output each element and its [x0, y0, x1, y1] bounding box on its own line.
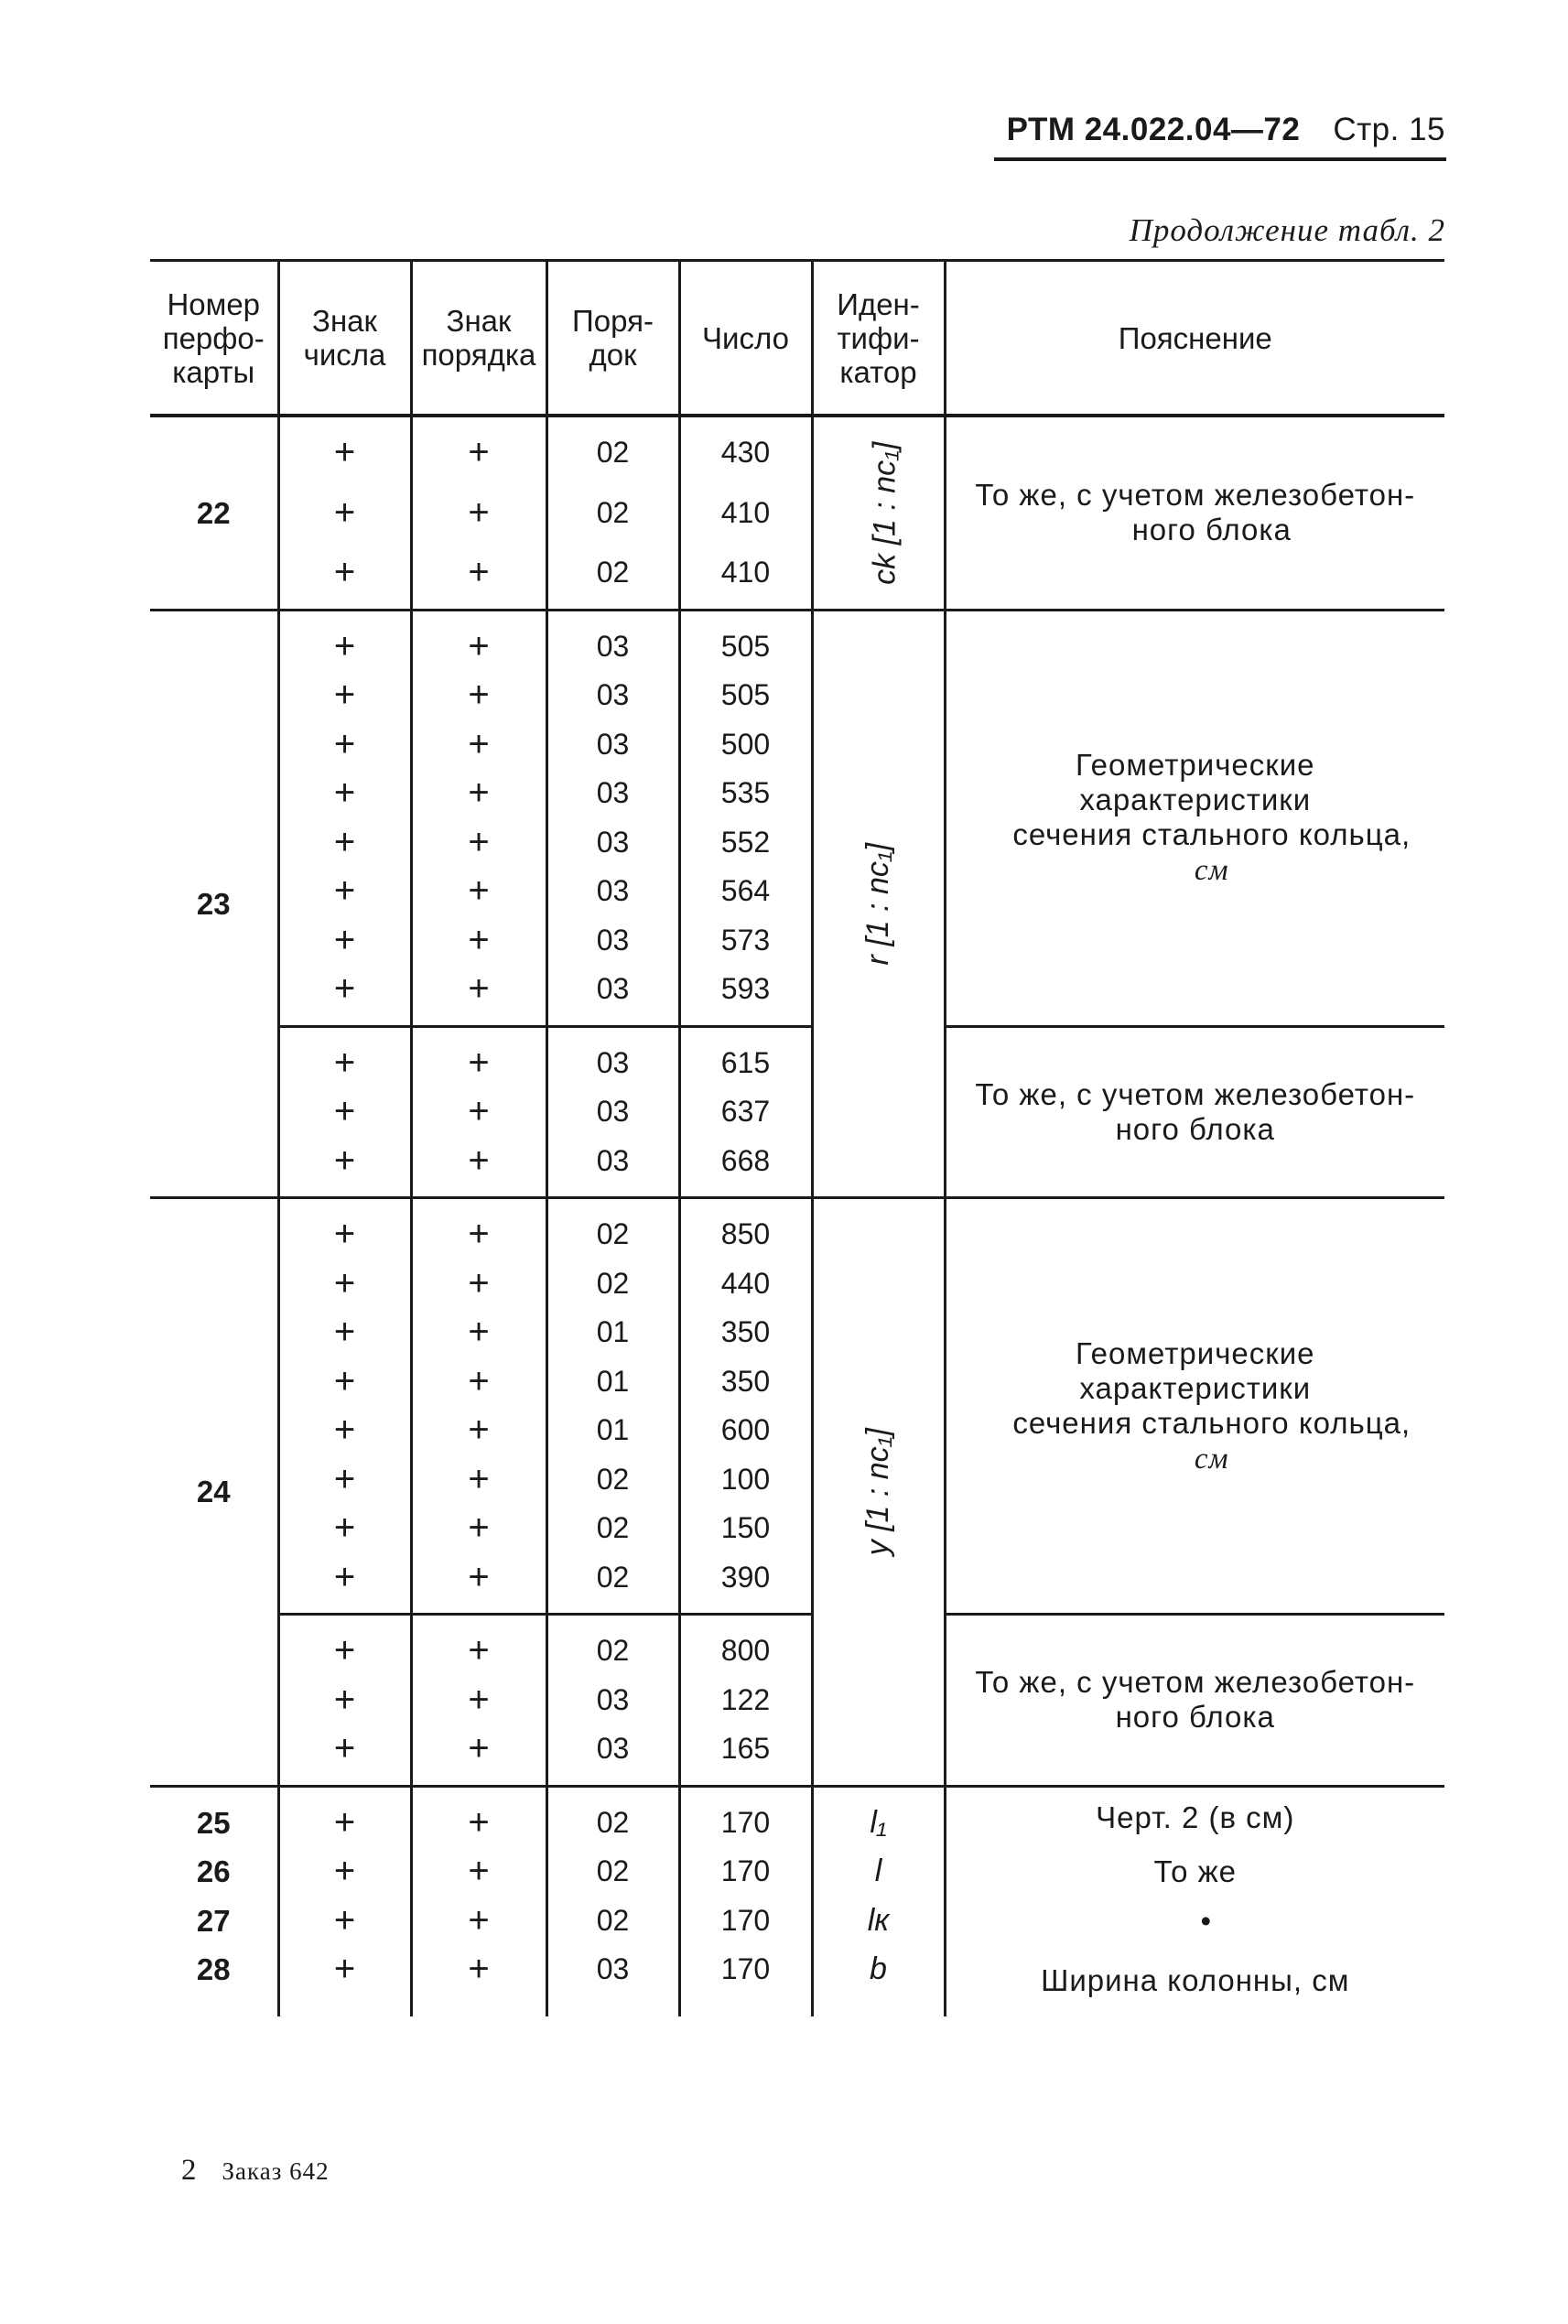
- exponent: 03: [546, 1676, 679, 1725]
- exponent-sign: +: [411, 1897, 546, 1946]
- exponent: 02: [546, 1259, 679, 1309]
- identifier: b: [812, 1945, 945, 2016]
- number-value: 800: [679, 1615, 812, 1676]
- exponent: 03: [546, 1087, 679, 1137]
- number-sign: +: [278, 1945, 411, 2016]
- exponent: 02: [546, 1198, 679, 1259]
- exponent: 03: [546, 867, 679, 916]
- number-value: 122: [679, 1676, 812, 1725]
- number-value: 850: [679, 1198, 812, 1259]
- exponent-sign: +: [411, 1259, 546, 1309]
- number-value: 440: [679, 1259, 812, 1309]
- page-number: Стр. 15: [1333, 112, 1445, 147]
- card-number: 27: [196, 1903, 231, 1938]
- number-sign: +: [278, 867, 411, 916]
- table-row: [150, 1945, 1444, 2016]
- exponent: 03: [546, 720, 679, 770]
- exponent: 03: [546, 1026, 679, 1087]
- explanation: То же: [945, 1847, 1444, 1897]
- number-value: 552: [679, 818, 812, 868]
- number-sign: +: [278, 416, 411, 489]
- exponent-sign: +: [411, 1455, 546, 1505]
- card-number: 22: [150, 416, 278, 610]
- header-identifier: Иден- тифи- катор: [812, 261, 945, 416]
- number-sign: +: [278, 1087, 411, 1137]
- exponent-sign: +: [411, 1357, 546, 1407]
- exponent-sign: +: [411, 1308, 546, 1357]
- explanation: Черт. 2 (в см): [945, 1786, 1444, 1847]
- exponent-sign: +: [411, 1406, 546, 1455]
- number-sign: +: [278, 1553, 411, 1615]
- exponent-sign: +: [411, 769, 546, 818]
- identifier: l₁: [812, 1786, 945, 1847]
- table-row: [150, 1847, 1444, 1897]
- card-group-25-28: [150, 1786, 1444, 2016]
- document-code: РТМ 24.022.04—72: [1006, 112, 1301, 147]
- number-sign: +: [278, 1455, 411, 1505]
- exponent-sign: +: [411, 720, 546, 770]
- explanation: Геометрические характеристики сечения стального кольца, см: [945, 610, 1444, 1026]
- card-number: 26: [196, 1854, 231, 1888]
- exponent: 03: [546, 1137, 679, 1198]
- number-value: 350: [679, 1308, 812, 1357]
- exponent-sign: +: [411, 1847, 546, 1897]
- number-value: 410: [679, 537, 812, 610]
- table-row: [150, 610, 1444, 671]
- table-row: [150, 1897, 1444, 1946]
- number-value: 505: [679, 610, 812, 671]
- number-sign: +: [278, 1406, 411, 1455]
- explanation: То же, с учетом железобетон- ного блока: [945, 1615, 1444, 1787]
- exponent: 02: [546, 489, 679, 538]
- number-value: 564: [679, 867, 812, 916]
- table-caption: Продолжение табл. 2: [1129, 212, 1445, 248]
- identifier: lк: [812, 1897, 945, 1946]
- number-value: 637: [679, 1087, 812, 1137]
- exponent-sign: +: [411, 671, 546, 720]
- header-explanation: Пояснение: [945, 261, 1444, 416]
- page-header: [1007, 112, 1445, 148]
- number-value: 573: [679, 916, 812, 966]
- number-value: 150: [679, 1504, 812, 1553]
- table-row: [150, 1786, 1444, 1847]
- explanation: Геометрические характеристики сечения стального кольца, см: [945, 1198, 1444, 1615]
- exponent: 02: [546, 1553, 679, 1615]
- table-header-row: [150, 261, 1444, 416]
- table-row: [150, 1026, 1444, 1087]
- exponent-sign: +: [411, 610, 546, 671]
- number-sign: +: [278, 1615, 411, 1676]
- number-sign: +: [278, 671, 411, 720]
- number-sign: +: [278, 720, 411, 770]
- number-sign: +: [278, 1676, 411, 1725]
- header-rule: [994, 157, 1446, 161]
- exponent: 03: [546, 818, 679, 868]
- exponent: 02: [546, 1615, 679, 1676]
- card-group-24: [150, 1198, 1444, 1787]
- number-sign: +: [278, 1026, 411, 1087]
- header-number: Число: [679, 261, 812, 416]
- data-table: [150, 259, 1444, 2016]
- exponent: 02: [546, 537, 679, 610]
- exponent-sign: +: [411, 537, 546, 610]
- table-row: [150, 416, 1444, 489]
- header-exponent-sign: Знак порядка: [411, 261, 546, 416]
- number-value: 100: [679, 1455, 812, 1505]
- identifier: l: [812, 1847, 945, 1897]
- number-sign: +: [278, 489, 411, 538]
- exponent: 03: [546, 965, 679, 1026]
- explanation: •: [945, 1897, 1444, 1946]
- exponent-sign: +: [411, 1945, 546, 2016]
- number-value: 170: [679, 1786, 812, 1847]
- number-sign: +: [278, 916, 411, 966]
- identifier: r [1 : nc₁]: [812, 610, 945, 1198]
- exponent: 03: [546, 769, 679, 818]
- number-value: 615: [679, 1026, 812, 1087]
- number-value: 170: [679, 1897, 812, 1946]
- number-value: 505: [679, 671, 812, 720]
- exponent-sign: +: [411, 1026, 546, 1087]
- number-value: 600: [679, 1406, 812, 1455]
- number-value: 500: [679, 720, 812, 770]
- number-sign: +: [278, 1357, 411, 1407]
- card-number: 25: [150, 1786, 278, 1847]
- exponent: 03: [546, 916, 679, 966]
- number-sign: +: [278, 1137, 411, 1198]
- exponent: 03: [546, 1945, 679, 2016]
- exponent: 02: [546, 1847, 679, 1897]
- header-number-sign: Знак числа: [278, 261, 411, 416]
- exponent-sign: +: [411, 867, 546, 916]
- number-sign: +: [278, 1259, 411, 1309]
- number-sign: +: [278, 1504, 411, 1553]
- explanation: То же, с учетом железобетон- ного блока: [945, 1026, 1444, 1198]
- number-sign: +: [278, 1897, 411, 1946]
- exponent-sign: +: [411, 1087, 546, 1137]
- table-row: [150, 1615, 1444, 1676]
- number-value: 350: [679, 1357, 812, 1407]
- card-group-22: [150, 416, 1444, 610]
- header-exponent: Поря- док: [546, 261, 679, 416]
- exponent: 01: [546, 1357, 679, 1407]
- exponent-sign: +: [411, 1553, 546, 1615]
- number-sign: +: [278, 610, 411, 671]
- number-sign: +: [278, 965, 411, 1026]
- exponent-sign: +: [411, 1786, 546, 1847]
- exponent-sign: +: [411, 1198, 546, 1259]
- sheet-number: 2: [181, 2154, 197, 2187]
- number-sign: +: [278, 1786, 411, 1847]
- exponent-sign: +: [411, 489, 546, 538]
- exponent-sign: +: [411, 818, 546, 868]
- number-value: 170: [679, 1945, 812, 2016]
- explanation: Ширина колонны, см: [945, 1945, 1444, 2016]
- number-value: 410: [679, 489, 812, 538]
- number-value: 535: [679, 769, 812, 818]
- exponent-sign: +: [411, 1137, 546, 1198]
- exponent-sign: +: [411, 1615, 546, 1676]
- exponent-sign: +: [411, 416, 546, 489]
- card-number: 23: [150, 610, 278, 1198]
- card-number: 28: [196, 1952, 231, 1986]
- exponent: 03: [546, 671, 679, 720]
- exponent: 02: [546, 416, 679, 489]
- explanation: То же, с учетом железобетон- ного блока: [945, 416, 1444, 610]
- exponent-sign: +: [411, 1504, 546, 1553]
- number-value: 165: [679, 1724, 812, 1786]
- header-card-number: Номер перфо- карты: [150, 261, 278, 416]
- identifier: y [1 : nc₁]: [812, 1198, 945, 1787]
- number-sign: +: [278, 1308, 411, 1357]
- exponent: 02: [546, 1455, 679, 1505]
- order-note: Заказ 642: [222, 2157, 330, 2185]
- exponent: 02: [546, 1897, 679, 1946]
- exponent: 03: [546, 1724, 679, 1786]
- card-group-23: [150, 610, 1444, 1198]
- exponent: 02: [546, 1504, 679, 1553]
- number-sign: +: [278, 1198, 411, 1259]
- exponent-sign: +: [411, 1724, 546, 1786]
- exponent-sign: +: [411, 965, 546, 1026]
- number-sign: +: [278, 769, 411, 818]
- number-sign: +: [278, 1847, 411, 1897]
- number-value: 593: [679, 965, 812, 1026]
- number-value: 668: [679, 1137, 812, 1198]
- number-sign: +: [278, 818, 411, 868]
- exponent: 02: [546, 1786, 679, 1847]
- page-footer: [181, 2154, 330, 2188]
- exponent-sign: +: [411, 916, 546, 966]
- table-row: [150, 1198, 1444, 1259]
- number-sign: +: [278, 1724, 411, 1786]
- exponent: 01: [546, 1308, 679, 1357]
- number-value: 430: [679, 416, 812, 489]
- exponent: 03: [546, 610, 679, 671]
- number-value: 170: [679, 1847, 812, 1897]
- number-value: 390: [679, 1553, 812, 1615]
- exponent-sign: +: [411, 1676, 546, 1725]
- number-sign: +: [278, 537, 411, 610]
- card-number: 24: [150, 1198, 278, 1787]
- exponent: 01: [546, 1406, 679, 1455]
- identifier: ck [1 : nc₁]: [812, 416, 945, 610]
